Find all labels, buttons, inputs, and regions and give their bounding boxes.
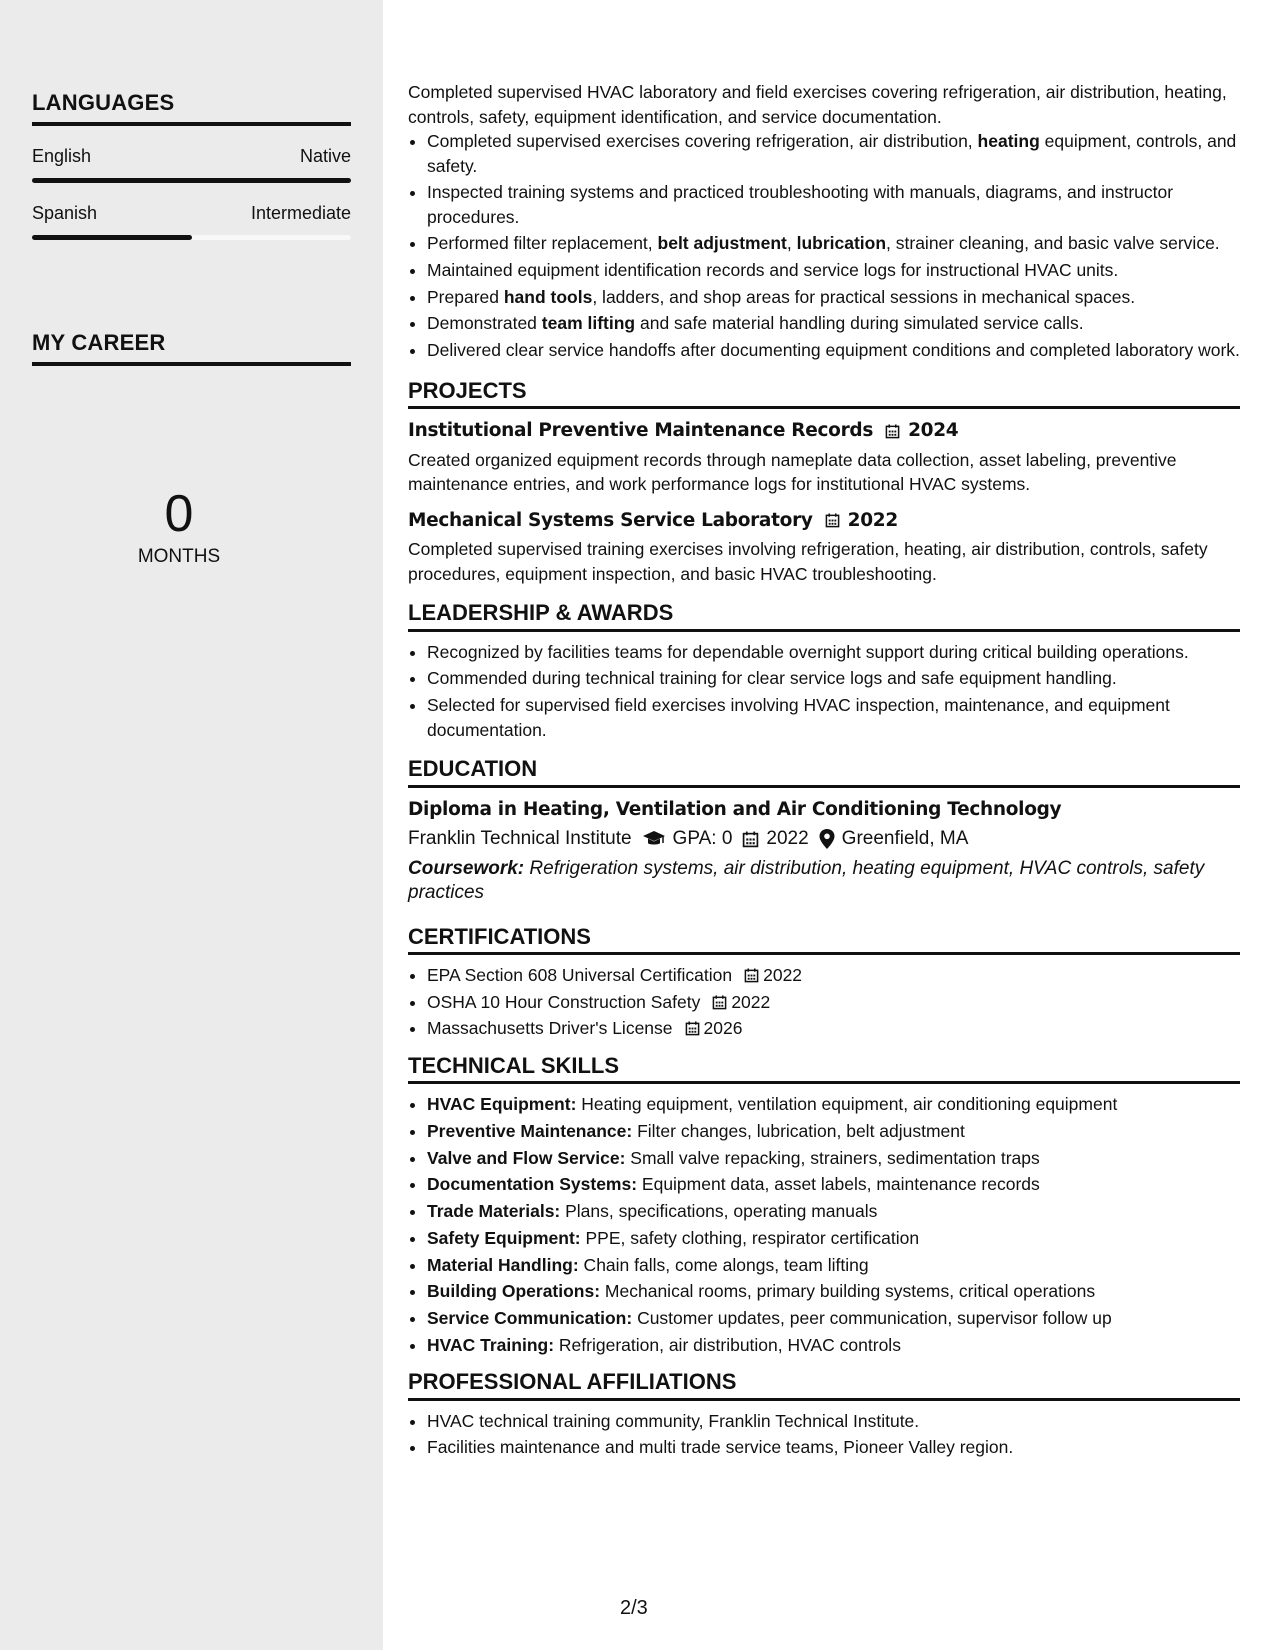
calendar-icon [685,1021,700,1036]
certifications-title: CERTIFICATIONS [408,925,1240,956]
list-item: • Facilities maintenance and multi trade service teams, Pioneer Valley region. [427,1435,1240,1460]
gpa: GPA: 0 [672,828,733,849]
affiliations-section [408,1370,1240,1460]
list-item [427,1279,1240,1304]
affiliations-title: PROFESSIONAL AFFILIATIONS [408,1370,1240,1401]
graduation-cap-icon [642,830,666,848]
skill-value: Chain falls, come alongs, team lifting [578,1254,869,1275]
calendar-icon [885,424,900,439]
certification-name: Massachusetts Driver's License [427,1018,673,1039]
skill-value: Filter changes, lubrication, belt adjustment [632,1121,965,1142]
language-name: Spanish [32,203,98,223]
graduation-year: 2022 [766,828,809,849]
project-description: Completed supervised training exercises involving refrigeration, heating, air distribution, controls, safety procedures, equipment inspection, and basic HVAC troubleshooting. [408,539,1208,584]
skills-section [408,1054,1240,1357]
skill-label: Service Communication: [427,1307,633,1328]
location-pin-icon [819,829,835,849]
education-meta [408,827,1240,852]
list-item [427,1333,1240,1358]
certification-name: EPA Section 608 Universal Certification [427,965,733,985]
list-item: • Demonstrated team lifting and safe material handling during simulated service calls. [427,311,1240,336]
skill-label: Valve and Flow Service: [427,1147,626,1168]
project-year: 2022 [847,509,898,531]
certification-year: 2022 [731,991,771,1012]
certifications-section [408,925,1240,1041]
projects-title: PROJECTS [408,379,1240,410]
career-title: MY CAREER [32,330,351,366]
skill-label: Safety Equipment: [427,1227,581,1248]
skill-value: Mechanical rooms, primary building systems, critical operations [600,1281,1096,1302]
list-item [427,1146,1240,1171]
certification-year: 2022 [763,965,803,985]
leadership-title: LEADERSHIP & AWARDS [408,601,1240,632]
language-level: Intermediate [250,203,351,223]
sidebar [0,0,383,1650]
language-item [32,203,351,240]
certifications-list [408,963,1240,1041]
skill-label: Trade Materials: [427,1201,561,1222]
list-item [427,1016,1240,1041]
skill-value: Small valve repacking, strainers, sedimentation traps [625,1147,1040,1168]
education-section [408,757,1240,905]
certification-year: 2026 [703,1018,743,1039]
skills-title: TECHNICAL SKILLS [408,1054,1240,1085]
education-title: EDUCATION [408,757,1240,788]
list-item: • Performed filter replacement, belt adjustment, lubrication, strainer cleaning, and basic valve service. [427,231,1240,256]
skill-label: Material Handling: [427,1254,579,1275]
leadership-section [408,601,1240,742]
skill-label: HVAC Equipment: [427,1094,577,1115]
languages-section [32,90,351,240]
school-name: Franklin Technical Institute [408,828,632,849]
skill-value: PPE, safety clothing, respirator certification [580,1227,920,1248]
list-item: • Commended during technical training for clear service logs and safe equipment handling. [427,666,1240,691]
list-item: • Inspected training systems and practiced troubleshooting with manuals, diagrams, and instructor procedures. [427,180,1240,229]
leadership-list [408,640,1240,742]
degree-title: Diploma in Heating, Ventilation and Air Conditioning Technology [408,798,1062,820]
language-proficiency-bar [32,235,351,240]
skill-value: Plans, specifications, operating manuals [560,1201,878,1222]
list-item [427,1199,1240,1224]
languages-title: LANGUAGES [32,90,351,126]
career-duration [32,485,326,568]
skill-label: Documentation Systems: [427,1174,638,1195]
list-item [427,1092,1240,1117]
project-description: Created organized equipment records through nameplate data collection, asset labeling, preventive maintenance entries, and work performance logs for institutional HVAC systems. [408,449,1177,495]
list-item: • HVAC technical training community, Franklin Technical Institute. [427,1409,1240,1434]
skill-value: Refrigeration, air distribution, HVAC controls [554,1334,901,1355]
project-title: Mechanical Systems Service Laboratory 2022 [408,509,1240,534]
affiliations-list [408,1409,1240,1460]
career-section [32,330,351,366]
list-item [427,1172,1240,1197]
language-proficiency-fill [32,178,351,183]
language-name: English [32,146,92,166]
skills-list [408,1092,1240,1357]
page-number: 2/3 [620,1597,648,1619]
list-item [427,1119,1240,1144]
coursework-text: Refrigeration systems, air distribution, heating equipment, HVAC controls, safety practices [408,857,1205,903]
list-item: • Completed supervised exercises covering refrigeration, air distribution, heating equipment, controls, and safety. [427,129,1240,178]
skill-value: Customer updates, peer communication, supervisor follow up [632,1307,1112,1328]
project-year: 2024 [908,420,959,442]
language-level: Native [299,146,351,166]
list-item [427,963,1240,988]
projects-section [408,379,1240,587]
coursework-label: Coursework: [408,857,525,879]
career-unit: MONTHS [137,546,221,567]
career-value: 0 [164,485,194,543]
project-title: Institutional Preventive Maintenance Records 2024 [408,419,1240,444]
language-proficiency-bar [32,178,351,183]
list-item: • Recognized by facilities teams for dependable overnight support during critical building operations. [427,640,1240,665]
skill-value: Heating equipment, ventilation equipment, air conditioning equipment [576,1094,1118,1115]
list-item [427,990,1240,1015]
calendar-icon [712,995,727,1010]
skill-label: Preventive Maintenance: [427,1121,633,1142]
coursework [408,857,1240,905]
school-location: Greenfield, MA [841,828,969,849]
list-item [427,1253,1240,1278]
list-item: • Maintained equipment identification records and service logs for instructional HVAC units. [427,258,1240,283]
list-item [427,1306,1240,1331]
language-item [32,146,351,183]
skill-value: Equipment data, asset labels, maintenance records [637,1174,1040,1195]
language-proficiency-fill [32,235,192,240]
list-item: • Prepared hand tools, ladders, and shop areas for practical sessions in mechanical spaces. [427,285,1240,310]
list-item [427,1226,1240,1251]
calendar-icon [742,831,759,848]
skill-label: HVAC Training: [427,1334,555,1355]
calendar-icon [744,968,759,983]
certification-name: OSHA 10 Hour Construction Safety [427,991,701,1012]
experience-summary: Completed supervised HVAC laboratory and field exercises covering refrigeration, air distribution, heating, controls, safety, equipment identification, and service documentation. [408,82,1227,127]
calendar-icon [825,513,840,528]
list-item: • Delivered clear service handoffs after documenting equipment conditions and completed laboratory work. [427,338,1240,363]
main-content [408,80,1240,1462]
list-item: • Selected for supervised field exercises involving HVAC inspection, maintenance, and equipment documentation. [427,693,1240,742]
skill-label: Building Operations: [427,1281,601,1302]
experience-bullets [408,129,1240,363]
